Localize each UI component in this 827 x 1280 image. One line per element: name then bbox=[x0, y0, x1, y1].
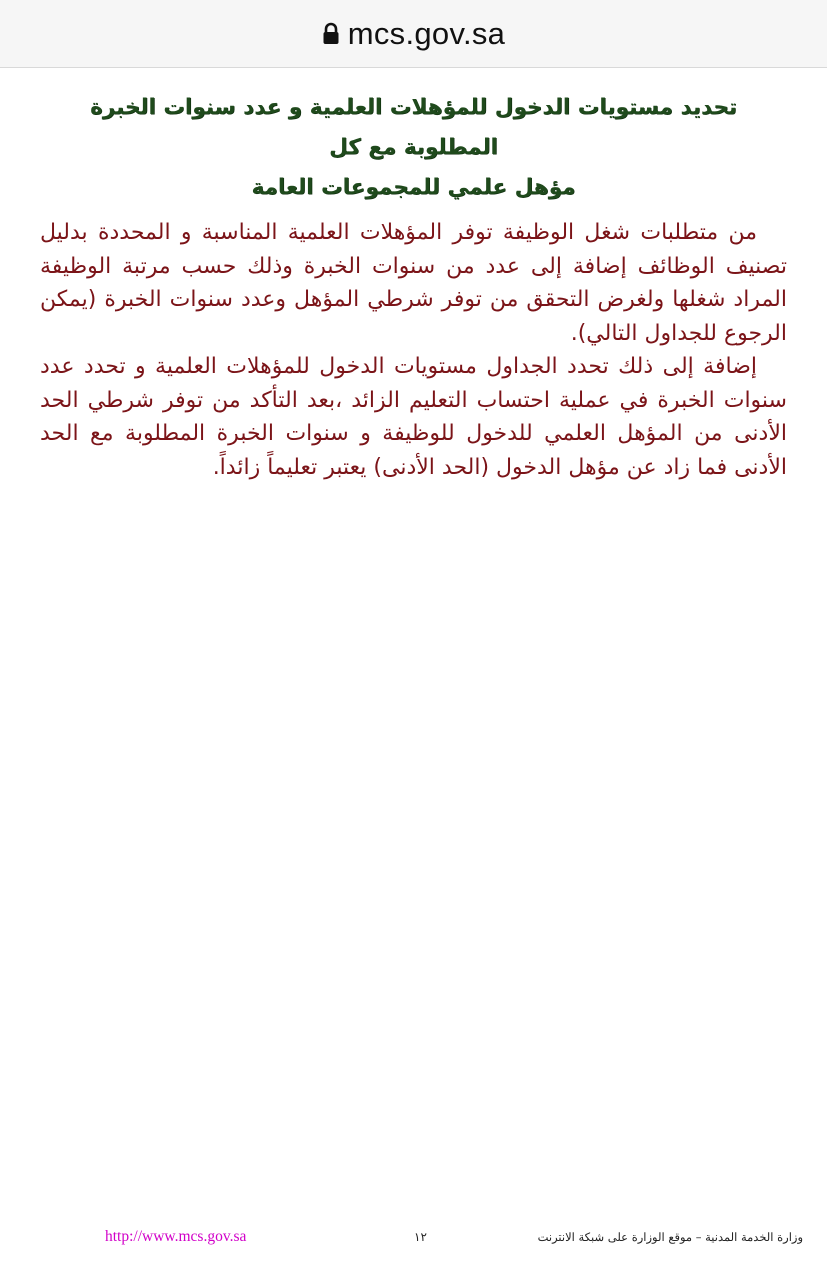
browser-address-bar[interactable] bbox=[0, 0, 827, 68]
page-number: ١٢ bbox=[414, 1230, 427, 1244]
paragraph-1: من متطلبات شغل الوظيفة توفر المؤهلات العلمية المناسبة و المحددة بدليل تصنيف الوظائف إضافة إلى عدد من سنوات الخبرة وذلك حسب مرتبة الوظيفة المراد شغلها ولغرض التحقق من توفر شرطي المؤهل وعدد سنوات الخبرة (يمكن الرجوع للجداول التالي). bbox=[40, 220, 787, 346]
paragraph-2: إضافة إلى ذلك تحدد الجداول مستويات الدخول للمؤهلات العلمية و تحدد عدد سنوات الخبرة في عملية احتساب التعليم الزائد ،بعد التأكد من توفر شرطي الحد الأدنى من المؤهل العلمي للدخول للوظيفة و سنوات الخبرة المطلوبة مع الحد الأدنى فما زاد عن مؤهل الدخول (الحد الأدنى) يعتبر تعليماً زائداً. bbox=[40, 354, 787, 480]
address-content bbox=[322, 16, 505, 52]
url-text[interactable]: mcs.gov.sa bbox=[347, 15, 506, 51]
lock-icon bbox=[322, 22, 340, 46]
document-title bbox=[40, 88, 787, 208]
footer-caption: وزارة الخدمة المدنية – موقع الوزارة على شبكة الانترنت bbox=[537, 1230, 803, 1244]
page-footer bbox=[0, 1222, 827, 1252]
document-body bbox=[40, 216, 787, 484]
title-line-2: مؤهل علمي للمجموعات العامة bbox=[251, 175, 576, 200]
footer-website-link[interactable]: http://www.mcs.gov.sa bbox=[105, 1228, 247, 1245]
title-line-1: تحديد مستويات الدخول للمؤهلات العلمية و عدد سنوات الخبرة المطلوبة مع كل bbox=[90, 95, 737, 160]
document-page bbox=[40, 88, 787, 484]
